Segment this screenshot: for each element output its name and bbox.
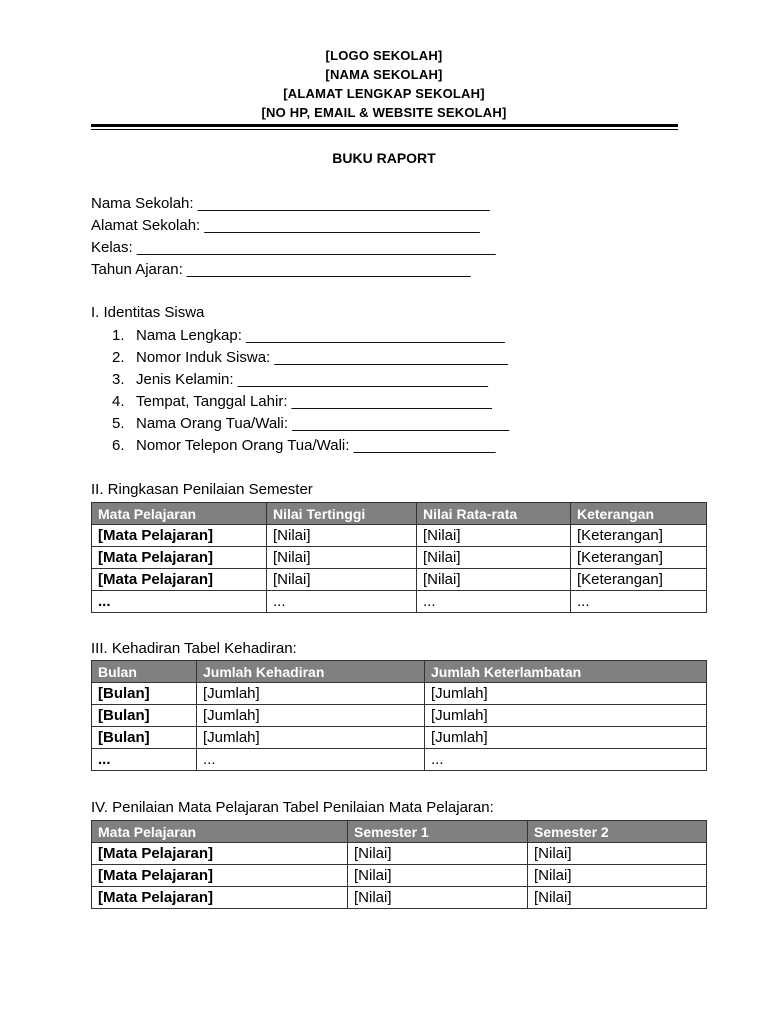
table-cell: [Keterangan]: [571, 525, 707, 547]
table-cell: [Mata Pelajaran]: [92, 525, 267, 547]
table-cell: [Nilai]: [267, 525, 417, 547]
table-cell: ...: [197, 749, 425, 771]
table-cell: [Keterangan]: [571, 547, 707, 569]
info-kelas: Kelas: ___________________________________________: [91, 239, 496, 256]
table-cell: [Bulan]: [92, 683, 197, 705]
table-cell: [Jumlah]: [425, 683, 707, 705]
table-header-row: [92, 821, 707, 843]
table-cell: [Mata Pelajaran]: [92, 569, 267, 591]
list-item: 6. Nomor Telepon Orang Tua/Wali: _________________: [112, 437, 496, 454]
header-divider-thin: [91, 129, 678, 130]
school-name: [NAMA SEKOLAH]: [325, 67, 443, 82]
table-row: [92, 569, 707, 591]
table-cell: [Bulan]: [92, 727, 197, 749]
table-cell: [Jumlah]: [197, 727, 425, 749]
section-ringkasan-title: II. Ringkasan Penilaian Semester: [91, 481, 313, 498]
table-row: [92, 865, 707, 887]
col-header: Semester 2: [528, 821, 707, 843]
col-header: Jumlah Keterlambatan: [425, 661, 707, 683]
list-item: 2. Nomor Induk Siswa: ____________________________: [112, 349, 508, 366]
table-cell: [Mata Pelajaran]: [92, 887, 348, 909]
table-row: [92, 887, 707, 909]
table-cell: [Nilai]: [528, 887, 707, 909]
school-contact: [NO HP, EMAIL & WEBSITE SEKOLAH]: [261, 105, 507, 120]
table-cell: [Keterangan]: [571, 569, 707, 591]
school-address: [ALAMAT LENGKAP SEKOLAH]: [283, 86, 485, 101]
table-header-row: [92, 661, 707, 683]
col-header: Mata Pelajaran: [92, 503, 267, 525]
table-cell: ...: [425, 749, 707, 771]
section-identitas-title: I. Identitas Siswa: [91, 304, 205, 321]
table-cell: [Mata Pelajaran]: [92, 865, 348, 887]
table-row: [92, 727, 707, 749]
col-header: Semester 1: [348, 821, 528, 843]
table-cell: [Mata Pelajaran]: [92, 843, 348, 865]
table-cell: ...: [267, 591, 417, 613]
list-item: 4. Tempat, Tanggal Lahir: ________________________: [112, 393, 492, 410]
col-header: Nilai Rata-rata: [417, 503, 571, 525]
table-cell: [Jumlah]: [197, 683, 425, 705]
table-cell: [Nilai]: [348, 843, 528, 865]
table-cell: [Mata Pelajaran]: [92, 547, 267, 569]
col-header: Nilai Tertinggi: [267, 503, 417, 525]
table-row: [92, 705, 707, 727]
table-cell: [Nilai]: [267, 547, 417, 569]
table-cell: [Nilai]: [417, 525, 571, 547]
table-cell: [Nilai]: [267, 569, 417, 591]
ringkasan-table: [91, 502, 707, 613]
header-divider-thick: [91, 124, 678, 127]
section-penilaian-title: IV. Penilaian Mata Pelajaran Tabel Penilaian Mata Pelajaran:: [91, 799, 494, 816]
table-cell: [Nilai]: [348, 865, 528, 887]
table-cell: [Nilai]: [528, 843, 707, 865]
school-logo-placeholder: [LOGO SEKOLAH]: [325, 48, 443, 63]
table-row: [92, 843, 707, 865]
info-tahun-ajaran: Tahun Ajaran: __________________________________: [91, 261, 471, 278]
school-info-block: [91, 193, 496, 281]
table-cell: [Bulan]: [92, 705, 197, 727]
document-title: BUKU RAPORT: [332, 150, 436, 166]
table-cell: [Jumlah]: [425, 705, 707, 727]
table-cell: [Nilai]: [417, 547, 571, 569]
col-header: Keterangan: [571, 503, 707, 525]
table-header-row: [92, 503, 707, 525]
col-header: Mata Pelajaran: [92, 821, 348, 843]
table-cell: [Nilai]: [528, 865, 707, 887]
table-row: [92, 749, 707, 771]
table-cell: [Jumlah]: [197, 705, 425, 727]
table-row: [92, 683, 707, 705]
identitas-list: [112, 325, 509, 457]
col-header: Jumlah Kehadiran: [197, 661, 425, 683]
kehadiran-table: [91, 660, 707, 771]
list-item: 3. Jenis Kelamin: ______________________________: [112, 371, 488, 388]
table-cell: ...: [417, 591, 571, 613]
info-alamat-sekolah: Alamat Sekolah: _________________________________: [91, 217, 480, 234]
list-item: 5. Nama Orang Tua/Wali: __________________________: [112, 415, 510, 432]
penilaian-table: [91, 820, 707, 909]
table-cell: [Jumlah]: [425, 727, 707, 749]
table-row: [92, 591, 707, 613]
table-cell: ...: [92, 591, 267, 613]
table-cell: ...: [571, 591, 707, 613]
table-row: [92, 547, 707, 569]
table-row: [92, 525, 707, 547]
table-cell: ...: [92, 749, 197, 771]
info-nama-sekolah: Nama Sekolah: ___________________________________: [91, 195, 490, 212]
table-cell: [Nilai]: [417, 569, 571, 591]
school-header: [0, 46, 768, 122]
table-cell: [Nilai]: [348, 887, 528, 909]
col-header: Bulan: [92, 661, 197, 683]
section-kehadiran-title: III. Kehadiran Tabel Kehadiran:: [91, 640, 297, 657]
list-item: 1. Nama Lengkap: _______________________________: [112, 327, 505, 344]
